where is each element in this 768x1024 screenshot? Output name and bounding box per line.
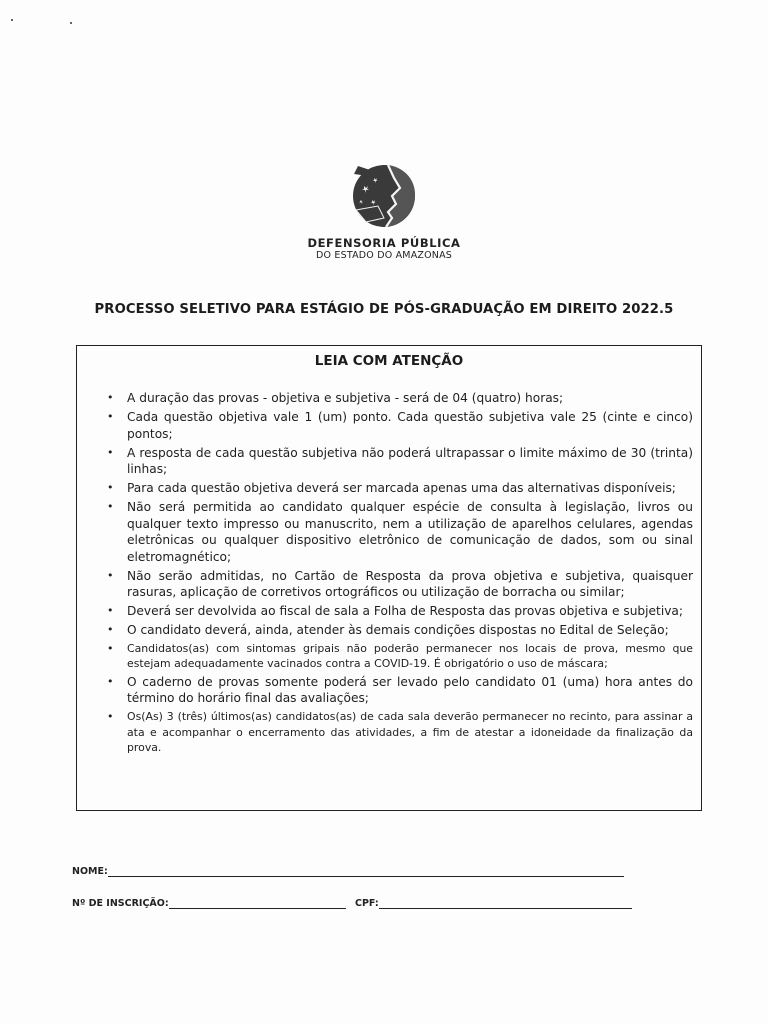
bullet-icon: • xyxy=(107,445,114,459)
name-field[interactable] xyxy=(108,867,624,877)
rule-text: A duração das provas - objetiva e subjetiva - será de 04 (quatro) horas; xyxy=(127,391,564,405)
list-item xyxy=(99,603,693,620)
rule-text: Os(As) 3 (três) últimos(as) candidatos(as) de cada sala deverão permanecer no recinto, para assinar a ata e acompanhar o encerramento das atividades, a fim de atestar a idoneidade da finalização da prova. xyxy=(127,710,693,754)
list-item xyxy=(99,409,693,442)
rules-list xyxy=(77,390,701,755)
scan-speck xyxy=(11,19,13,21)
cpf-field[interactable] xyxy=(379,899,632,909)
bullet-icon: • xyxy=(107,391,114,404)
registration-field[interactable] xyxy=(169,899,346,909)
bullet-icon: • xyxy=(107,481,114,494)
rule-text: Deverá ser devolvida ao fiscal de sala a Folha de Resposta das provas objetiva e subjetiva; xyxy=(127,604,684,618)
registration-label: Nº DE INSCRIÇÃO: xyxy=(72,898,169,909)
bullet-icon: • xyxy=(107,410,114,423)
bullet-icon: • xyxy=(107,623,114,636)
list-item xyxy=(99,499,693,565)
list-item xyxy=(99,674,693,707)
list-item xyxy=(99,709,693,755)
rule-text: Não serão admitidas, no Cartão de Resposta da prova objetiva e subjetiva, quaisquer rasuras, aplicação de corretivos ortográficos ou utilização de borracha ou similar; xyxy=(127,568,693,599)
logo xyxy=(0,156,768,230)
list-item xyxy=(99,480,693,497)
bullet-icon: • xyxy=(107,604,114,617)
bullet-icon: • xyxy=(107,568,114,582)
name-field-row xyxy=(72,866,624,877)
notice-box xyxy=(76,345,702,811)
list-item xyxy=(99,445,693,478)
list-item xyxy=(99,622,693,639)
rule-text: A resposta de cada questão subjetiva não poderá ultrapassar o limite máximo de 30 (trinta) linhas; xyxy=(127,445,693,476)
rule-text: Cada questão objetiva vale 1 (um) ponto. Cada questão subjetiva vale 25 (cinte e cinco) pontos; xyxy=(127,410,693,441)
rule-text: Candidatos(as) com sintomas gripais não poderão permanecer nos locais de prova, mesmo que estejam adequadamente vacinados contra a COVID-19. É obrigatório o uso de máscara; xyxy=(127,642,693,671)
rule-text: O caderno de provas somente poderá ser levado pelo candidato 01 (uma) hora antes do término do horário final das avaliações; xyxy=(127,674,693,706)
rule-text: Não será permitida ao candidato qualquer espécie de consulta à legislação, livros ou qualquer texto impresso ou manuscrito, nem a utilização de aparelhos celulares, agendas eletrônicas ou qualquer dispositivo eletrônico de comunicação de dados, som ou sinal eletromagnético; xyxy=(127,500,693,564)
scan-speck xyxy=(70,22,72,24)
notice-heading: LEIA COM ATENÇÃO xyxy=(314,353,464,369)
cpf-label: CPF: xyxy=(354,898,379,909)
list-item xyxy=(99,390,693,407)
bullet-icon: • xyxy=(107,674,114,688)
org-name: DEFENSORIA PÚBLICA xyxy=(307,236,461,250)
org-subtitle: DO ESTADO DO AMAZONAS xyxy=(315,250,453,261)
defensoria-emblem-icon xyxy=(344,156,424,230)
name-label: NOME: xyxy=(72,866,108,877)
list-item xyxy=(99,641,693,671)
bullet-icon: • xyxy=(107,710,114,724)
bullet-icon: • xyxy=(107,500,114,513)
rule-text: Para cada questão objetiva deverá ser marcada apenas uma das alternativas disponíveis; xyxy=(127,481,676,495)
list-item xyxy=(99,568,693,601)
document-title: PROCESSO SELETIVO PARA ESTÁGIO DE PÓS-GRADUAÇÃO EM DIREITO 2022.5 xyxy=(94,302,674,317)
rule-text: O candidato deverá, ainda, atender às demais condições dispostas no Edital de Seleção; xyxy=(127,623,669,637)
registration-field-row xyxy=(72,898,632,909)
bullet-icon: • xyxy=(107,642,114,655)
